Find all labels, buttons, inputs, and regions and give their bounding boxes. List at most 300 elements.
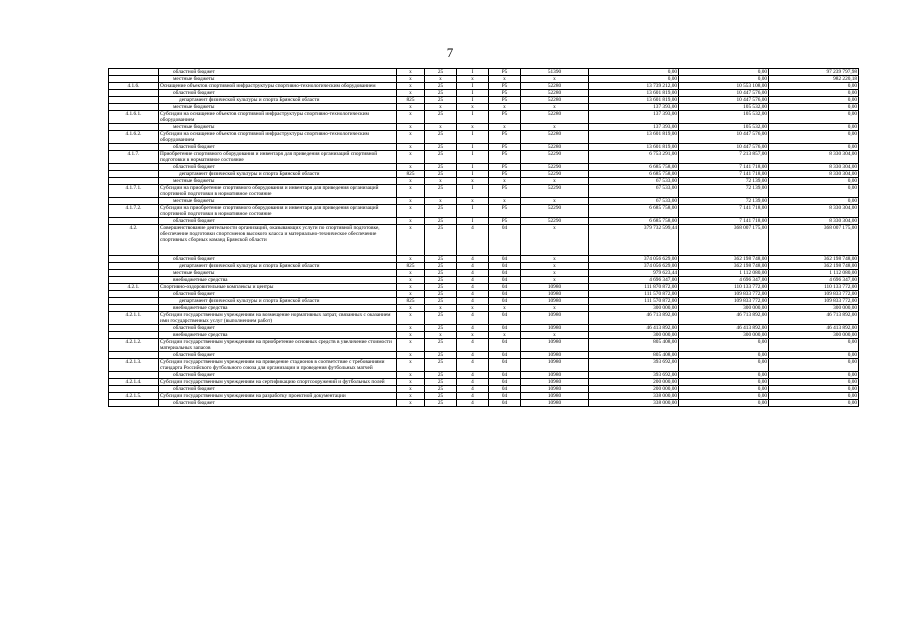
row-subprogram-code: 4	[457, 225, 489, 256]
row-code: 4.1.7.	[109, 151, 159, 164]
row-name: Совершенствование деятельности организаций, оказывающих услуги по спортивной подготовке, обеспечение подготовки спортсменов высокого класса и материально-техническое обеспечение спортивных сборных команд Брянской области	[159, 225, 397, 256]
row-target-code: 52280	[521, 111, 589, 124]
row-admin-code: х	[397, 205, 425, 218]
row-amount-year-2: 0,00	[679, 372, 769, 379]
row-name: Субсидии государственным учреждениям на приведение стадионов в соответствие с требованиями стандарта Российского футбольного союза для организации и проведения футбольных матчей	[159, 359, 397, 372]
row-admin-code: х	[397, 104, 425, 111]
row-amount-year-1: 137 393,00	[589, 104, 679, 111]
row-target-code: 10980	[521, 386, 589, 393]
row-amount-year-3: 0,00	[769, 124, 859, 131]
row-subprogram-code: I	[457, 164, 489, 171]
table-row	[109, 111, 859, 124]
row-section-code: 04	[489, 400, 521, 407]
row-program-code: 25	[425, 185, 457, 198]
budget-table-body	[109, 69, 859, 407]
table-row	[109, 218, 859, 225]
row-name: департамент физической культуры и спорта Брянской области	[159, 171, 397, 178]
row-amount-year-3: 46 413 892,00	[769, 325, 859, 332]
row-program-code: 25	[425, 131, 457, 144]
row-code: 4.1.7.2.	[109, 205, 159, 218]
row-amount-year-3: 0,00	[769, 393, 859, 400]
row-name: Субсидии на оснащение объектов спортивной инфраструктуры спортивно-технологическим оборудованием	[159, 131, 397, 144]
budget-table	[108, 68, 859, 407]
row-target-code: х	[521, 76, 589, 83]
row-amount-year-2: 0,00	[679, 339, 769, 352]
row-amount-year-3: 0,00	[769, 185, 859, 198]
row-program-code: 25	[425, 270, 457, 277]
row-admin-code: 825	[397, 263, 425, 270]
row-amount-year-1: 46 413 892,00	[589, 325, 679, 332]
row-subprogram-code: 4	[457, 379, 489, 386]
row-code	[109, 218, 159, 225]
row-name: областной бюджет	[159, 352, 397, 359]
row-amount-year-1: 338 000,00	[589, 393, 679, 400]
row-amount-year-1: 67 533,00	[589, 185, 679, 198]
row-target-code: 10980	[521, 325, 589, 332]
row-program-code: 25	[425, 277, 457, 284]
row-amount-year-1: 111 570 872,00	[589, 291, 679, 298]
row-target-code: 52280	[521, 131, 589, 144]
row-program-code: 25	[425, 284, 457, 291]
table-row	[109, 263, 859, 270]
row-amount-year-1: 67 533,00	[589, 178, 679, 185]
row-program-code: х	[425, 198, 457, 205]
row-amount-year-2: 4 696 347,00	[679, 277, 769, 284]
row-subprogram-code: 4	[457, 400, 489, 407]
row-amount-year-2: 110 133 772,00	[679, 284, 769, 291]
table-row	[109, 379, 859, 386]
row-amount-year-3: 8 330 304,00	[769, 164, 859, 171]
row-program-code: х	[425, 332, 457, 339]
row-amount-year-3: 0,00	[769, 131, 859, 144]
row-subprogram-code: 4	[457, 352, 489, 359]
row-program-code: 25	[425, 325, 457, 332]
row-amount-year-3: 0,00	[769, 104, 859, 111]
row-amount-year-2: 362 198 748,00	[679, 263, 769, 270]
row-target-code: 10980	[521, 339, 589, 352]
row-name: Субсидии государственным учреждениям на возмещение нормативных затрат, связанных с оказанием ими государственных услуг (выполнением работ)	[159, 312, 397, 325]
table-row	[109, 151, 859, 164]
row-amount-year-2: 105 532,00	[679, 104, 769, 111]
row-code: 4.2.1.5.	[109, 393, 159, 400]
row-target-code: 51390	[521, 69, 589, 76]
row-name: областной бюджет	[159, 69, 397, 76]
row-amount-year-3: 0,00	[769, 178, 859, 185]
row-name: Субсидии государственным учреждениям на сертификацию спортсооружений и футбольных полей	[159, 379, 397, 386]
row-target-code: 52280	[521, 97, 589, 104]
row-admin-code: х	[397, 270, 425, 277]
row-amount-year-2: 7 213 857,00	[679, 151, 769, 164]
row-subprogram-code: х	[457, 178, 489, 185]
row-program-code: х	[425, 305, 457, 312]
row-code	[109, 400, 159, 407]
row-admin-code: х	[397, 339, 425, 352]
row-code: 4.1.6.2.	[109, 131, 159, 144]
row-subprogram-code: 4	[457, 325, 489, 332]
table-row	[109, 372, 859, 379]
row-amount-year-2: 72 139,00	[679, 185, 769, 198]
row-code	[109, 164, 159, 171]
table-row	[109, 104, 859, 111]
row-subprogram-code: I	[457, 171, 489, 178]
row-section-code: 04	[489, 270, 521, 277]
row-amount-year-2: 109 833 772,00	[679, 298, 769, 305]
row-target-code: 52290	[521, 171, 589, 178]
row-amount-year-2: 0,00	[679, 379, 769, 386]
row-name: областной бюджет	[159, 400, 397, 407]
row-subprogram-code: I	[457, 97, 489, 104]
row-amount-year-1: 338 000,00	[589, 400, 679, 407]
row-code	[109, 277, 159, 284]
row-section-code: х	[489, 198, 521, 205]
row-name: внебюджетные средства	[159, 305, 397, 312]
row-subprogram-code: I	[457, 218, 489, 225]
table-row	[109, 225, 859, 256]
row-amount-year-2: 10 447 576,00	[679, 144, 769, 151]
row-program-code: 25	[425, 218, 457, 225]
row-target-code: х	[521, 124, 589, 131]
row-subprogram-code: х	[457, 305, 489, 312]
table-row	[109, 256, 859, 263]
row-code	[109, 298, 159, 305]
row-code	[109, 124, 159, 131]
row-subprogram-code: х	[457, 332, 489, 339]
row-amount-year-3: 110 133 772,00	[769, 284, 859, 291]
row-amount-year-2: 368 007 175,00	[679, 225, 769, 256]
row-amount-year-1: 979 623,44	[589, 270, 679, 277]
row-amount-year-2: 10 447 576,00	[679, 90, 769, 97]
row-subprogram-code: х	[457, 198, 489, 205]
row-name: местные бюджеты	[159, 178, 397, 185]
row-subprogram-code: х	[457, 76, 489, 83]
row-target-code: х	[521, 270, 589, 277]
row-amount-year-1: 200 000,00	[589, 386, 679, 393]
row-code	[109, 69, 159, 76]
row-amount-year-2: 0,00	[679, 393, 769, 400]
row-amount-year-1: 300 000,00	[589, 305, 679, 312]
row-amount-year-1: 13 739 212,00	[589, 83, 679, 90]
row-section-code: х	[489, 104, 521, 111]
row-subprogram-code: х	[457, 124, 489, 131]
row-amount-year-3: 0,00	[769, 400, 859, 407]
row-program-code: 25	[425, 386, 457, 393]
row-subprogram-code: 4	[457, 284, 489, 291]
row-name: департамент физической культуры и спорта Брянской области	[159, 263, 397, 270]
row-amount-year-1: 6 685 758,00	[589, 218, 679, 225]
row-admin-code: х	[397, 386, 425, 393]
row-amount-year-1: 13 601 819,00	[589, 90, 679, 97]
row-target-code: х	[521, 178, 589, 185]
row-name: местные бюджеты	[159, 104, 397, 111]
row-admin-code: х	[397, 284, 425, 291]
row-section-code: 04	[489, 339, 521, 352]
table-row	[109, 277, 859, 284]
row-name: департамент физической культуры и спорта Брянской области	[159, 298, 397, 305]
row-code: 4.1.6.	[109, 83, 159, 90]
row-program-code: 25	[425, 359, 457, 372]
row-admin-code: х	[397, 225, 425, 256]
row-amount-year-3: 0,00	[769, 386, 859, 393]
table-row	[109, 185, 859, 198]
row-amount-year-2: 362 198 748,00	[679, 256, 769, 263]
table-row	[109, 83, 859, 90]
row-section-code: P5	[489, 69, 521, 76]
row-subprogram-code: I	[457, 83, 489, 90]
row-amount-year-1: 6 753 291,00	[589, 151, 679, 164]
row-code	[109, 291, 159, 298]
row-program-code: 25	[425, 151, 457, 164]
row-section-code: 04	[489, 393, 521, 400]
row-amount-year-3: 368 007 175,00	[769, 225, 859, 256]
row-amount-year-1: 137 393,00	[589, 111, 679, 124]
row-amount-year-1: 0,00	[589, 69, 679, 76]
row-amount-year-3: 8 330 304,00	[769, 151, 859, 164]
row-code: 4.1.6.1.	[109, 111, 159, 124]
row-name: местные бюджеты	[159, 198, 397, 205]
row-name: областной бюджет	[159, 218, 397, 225]
row-code: 4.1.7.1.	[109, 185, 159, 198]
row-target-code: 52290	[521, 164, 589, 171]
row-amount-year-1: 6 685 758,00	[589, 171, 679, 178]
row-admin-code: х	[397, 185, 425, 198]
row-code	[109, 386, 159, 393]
row-amount-year-3: 0,00	[769, 97, 859, 104]
row-section-code: P5	[489, 144, 521, 151]
row-target-code: 52290	[521, 185, 589, 198]
row-amount-year-1: 300 000,00	[589, 332, 679, 339]
row-section-code: 04	[489, 284, 521, 291]
row-code: 4.2.1.4.	[109, 379, 159, 386]
row-code	[109, 256, 159, 263]
row-amount-year-2: 7 141 718,00	[679, 218, 769, 225]
row-section-code: P5	[489, 83, 521, 90]
row-name: департамент физической культуры и спорта Брянской области	[159, 97, 397, 104]
row-target-code: х	[521, 263, 589, 270]
row-subprogram-code: 4	[457, 277, 489, 284]
row-target-code: 10980	[521, 359, 589, 372]
row-code	[109, 325, 159, 332]
table-row	[109, 97, 859, 104]
row-amount-year-2: 0,00	[679, 352, 769, 359]
row-amount-year-2: 0,00	[679, 69, 769, 76]
row-subprogram-code: 4	[457, 263, 489, 270]
row-section-code: 04	[489, 225, 521, 256]
row-admin-code: х	[397, 83, 425, 90]
row-amount-year-3: 362 198 748,00	[769, 263, 859, 270]
table-row	[109, 124, 859, 131]
row-name: областной бюджет	[159, 325, 397, 332]
row-code	[109, 332, 159, 339]
row-subprogram-code: I	[457, 185, 489, 198]
row-subprogram-code: 4	[457, 270, 489, 277]
row-admin-code: х	[397, 400, 425, 407]
row-code	[109, 97, 159, 104]
row-amount-year-1: 200 000,00	[589, 379, 679, 386]
row-amount-year-2: 105 532,00	[679, 111, 769, 124]
row-section-code: P5	[489, 164, 521, 171]
row-amount-year-3: 0,00	[769, 198, 859, 205]
row-amount-year-2: 46 413 892,00	[679, 325, 769, 332]
row-target-code: 52280	[521, 144, 589, 151]
row-name: Субсидии на оснащение объектов спортивной инфраструктуры спортивно-технологическим оборудованием	[159, 111, 397, 124]
row-section-code: P5	[489, 171, 521, 178]
table-row	[109, 270, 859, 277]
row-admin-code: 825	[397, 97, 425, 104]
row-amount-year-1: 805 408,00	[589, 339, 679, 352]
table-row	[109, 76, 859, 83]
row-name: областной бюджет	[159, 164, 397, 171]
row-amount-year-2: 109 833 772,00	[679, 291, 769, 298]
row-section-code: х	[489, 332, 521, 339]
row-name: Субсидии на приобретение спортивного оборудования и инвентаря для приведения организаций спортивной подготовки в нормативное состояние	[159, 185, 397, 198]
row-amount-year-3: 8 330 304,00	[769, 205, 859, 218]
row-admin-code: х	[397, 312, 425, 325]
row-amount-year-2: 105 532,00	[679, 124, 769, 131]
row-subprogram-code: 4	[457, 372, 489, 379]
row-amount-year-3: 0,00	[769, 144, 859, 151]
row-target-code: 10980	[521, 291, 589, 298]
row-amount-year-3: 1 112 080,00	[769, 270, 859, 277]
row-target-code: 10980	[521, 372, 589, 379]
row-target-code: 10980	[521, 379, 589, 386]
row-amount-year-1: 6 685 758,00	[589, 205, 679, 218]
row-target-code: х	[521, 198, 589, 205]
row-amount-year-1: 374 056 629,00	[589, 263, 679, 270]
row-name: областной бюджет	[159, 291, 397, 298]
row-admin-code: х	[397, 332, 425, 339]
row-section-code: P5	[489, 111, 521, 124]
row-program-code: 25	[425, 225, 457, 256]
row-amount-year-1: 67 533,00	[589, 198, 679, 205]
row-program-code: 25	[425, 205, 457, 218]
row-name: местные бюджеты	[159, 270, 397, 277]
row-amount-year-3: 300 000,00	[769, 305, 859, 312]
row-subprogram-code: х	[457, 104, 489, 111]
row-amount-year-1: 13 601 819,00	[589, 131, 679, 144]
row-program-code: 25	[425, 352, 457, 359]
row-amount-year-3: 0,00	[769, 339, 859, 352]
row-admin-code: х	[397, 151, 425, 164]
row-admin-code: х	[397, 218, 425, 225]
row-subprogram-code: I	[457, 90, 489, 97]
row-target-code: 10980	[521, 393, 589, 400]
row-admin-code: х	[397, 379, 425, 386]
row-code	[109, 270, 159, 277]
row-section-code: 04	[489, 372, 521, 379]
row-name: Субсидии государственным учреждениям на приобретение основных средств в увеличение стоимости материальных запасов	[159, 339, 397, 352]
row-name: Приобретение спортивного оборудования и инвентаря для приведения организаций спортивной подготовки в нормативное состояние	[159, 151, 397, 164]
table-row	[109, 400, 859, 407]
row-amount-year-2: 7 141 718,00	[679, 171, 769, 178]
table-row	[109, 198, 859, 205]
row-section-code: P5	[489, 218, 521, 225]
row-amount-year-3: 8 330 304,00	[769, 171, 859, 178]
table-row	[109, 312, 859, 325]
table-row	[109, 178, 859, 185]
row-section-code: х	[489, 178, 521, 185]
row-section-code: 04	[489, 352, 521, 359]
row-subprogram-code: 4	[457, 291, 489, 298]
row-name: местные бюджеты	[159, 76, 397, 83]
row-amount-year-3: 97 239 797,98	[769, 69, 859, 76]
row-section-code: 04	[489, 256, 521, 263]
row-target-code: х	[521, 104, 589, 111]
row-section-code: P5	[489, 90, 521, 97]
row-name: местные бюджеты	[159, 124, 397, 131]
row-amount-year-1: 374 056 629,00	[589, 256, 679, 263]
row-amount-year-2: 10 447 576,00	[679, 97, 769, 104]
row-subprogram-code: 4	[457, 298, 489, 305]
row-subprogram-code: 4	[457, 256, 489, 263]
row-subprogram-code: 4	[457, 393, 489, 400]
row-section-code: 04	[489, 312, 521, 325]
row-target-code: х	[521, 225, 589, 256]
row-subprogram-code: I	[457, 144, 489, 151]
row-target-code: 10980	[521, 352, 589, 359]
row-admin-code: х	[397, 359, 425, 372]
row-program-code: 25	[425, 111, 457, 124]
row-target-code: 10980	[521, 284, 589, 291]
row-code: 4.2.1.2.	[109, 339, 159, 352]
row-section-code: х	[489, 76, 521, 83]
row-target-code: х	[521, 332, 589, 339]
row-amount-year-3: 109 833 772,00	[769, 298, 859, 305]
table-row	[109, 69, 859, 76]
row-code	[109, 305, 159, 312]
row-subprogram-code: 4	[457, 359, 489, 372]
table-row	[109, 284, 859, 291]
row-amount-year-1: 137 393,00	[589, 124, 679, 131]
row-admin-code: х	[397, 90, 425, 97]
row-admin-code: х	[397, 352, 425, 359]
row-amount-year-3: 0,00	[769, 90, 859, 97]
row-amount-year-2: 0,00	[679, 76, 769, 83]
row-program-code: 25	[425, 291, 457, 298]
row-amount-year-2: 0,00	[679, 359, 769, 372]
row-admin-code: х	[397, 372, 425, 379]
row-section-code: P5	[489, 151, 521, 164]
row-admin-code: х	[397, 291, 425, 298]
row-admin-code: х	[397, 144, 425, 151]
row-amount-year-2: 300 000,00	[679, 332, 769, 339]
row-admin-code: х	[397, 393, 425, 400]
table-row	[109, 325, 859, 332]
row-code	[109, 76, 159, 83]
row-name: областной бюджет	[159, 144, 397, 151]
row-name: областной бюджет	[159, 90, 397, 97]
row-amount-year-2: 300 000,00	[679, 305, 769, 312]
row-section-code: 04	[489, 325, 521, 332]
row-amount-year-2: 10 447 576,00	[679, 131, 769, 144]
row-admin-code: х	[397, 69, 425, 76]
table-row	[109, 90, 859, 97]
row-section-code: P5	[489, 185, 521, 198]
row-target-code: х	[521, 277, 589, 284]
row-program-code: 25	[425, 144, 457, 151]
row-section-code: 04	[489, 263, 521, 270]
row-program-code: х	[425, 104, 457, 111]
row-target-code: 10980	[521, 400, 589, 407]
row-amount-year-1: 111 870 872,00	[589, 284, 679, 291]
row-target-code: 52290	[521, 205, 589, 218]
row-amount-year-2: 0,00	[679, 400, 769, 407]
row-admin-code: 825	[397, 171, 425, 178]
row-amount-year-3: 300 000,00	[769, 332, 859, 339]
row-subprogram-code: I	[457, 151, 489, 164]
row-program-code: 25	[425, 90, 457, 97]
row-program-code: х	[425, 178, 457, 185]
row-program-code: 25	[425, 339, 457, 352]
